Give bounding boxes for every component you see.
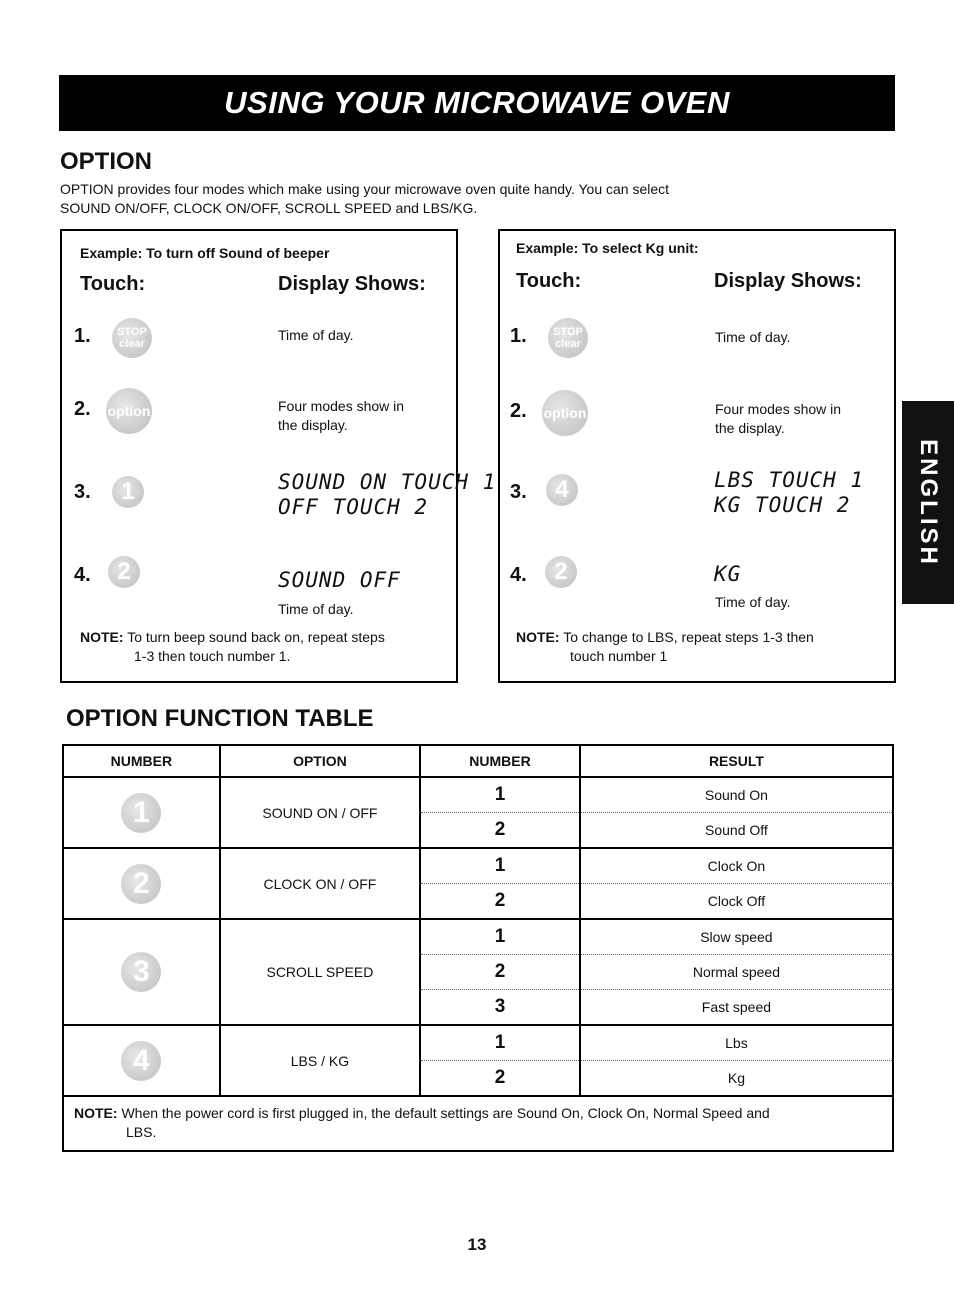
digit-2-key-icon: 2 bbox=[121, 864, 161, 904]
number-cell: 1 bbox=[420, 777, 580, 813]
digit-4-key-icon: 4 bbox=[546, 474, 578, 506]
number-cell: 1 bbox=[420, 848, 580, 884]
readout-line: KG TOUCH 2 bbox=[714, 493, 851, 517]
readout-line: OFF TOUCH 2 bbox=[278, 495, 429, 519]
note-line: To turn beep sound back on, repeat steps bbox=[127, 629, 385, 645]
example-box-sound bbox=[60, 229, 458, 683]
note-kg bbox=[516, 628, 814, 666]
option-key-icon: option bbox=[106, 388, 152, 434]
column-header: NUMBER bbox=[63, 745, 220, 777]
note-line: touch number 1 bbox=[570, 648, 668, 664]
result-cell: Sound On bbox=[580, 777, 893, 813]
result-cell: Clock On bbox=[580, 848, 893, 884]
digit-1-key-icon: 1 bbox=[112, 476, 144, 508]
step-number: 1. bbox=[74, 325, 91, 347]
table-note bbox=[62, 1096, 894, 1152]
touch-header: Touch: bbox=[80, 273, 146, 295]
display-readout: KG bbox=[714, 562, 742, 586]
page-number: 13 bbox=[467, 1235, 487, 1254]
example-title: Example: To turn off Sound of beeper bbox=[80, 245, 330, 261]
display-text bbox=[715, 400, 841, 438]
language-side-tab bbox=[902, 401, 954, 604]
intro-text bbox=[60, 180, 840, 218]
option-cell: LBS / KG bbox=[220, 1025, 421, 1096]
option-function-table bbox=[62, 744, 894, 1097]
step-number: 3. bbox=[510, 481, 527, 503]
digit-4-key-icon: 4 bbox=[121, 1041, 161, 1081]
step-number: 4. bbox=[510, 564, 527, 586]
result-cell: Clock Off bbox=[580, 884, 893, 920]
note-line: LBS. bbox=[126, 1124, 157, 1140]
display-line: the display. bbox=[278, 417, 348, 433]
column-header: NUMBER bbox=[420, 745, 580, 777]
digit-3-key-icon: 3 bbox=[121, 952, 161, 992]
display-text: Time of day. bbox=[715, 594, 791, 610]
number-cell: 2 bbox=[420, 813, 580, 849]
display-readout: SOUND OFF bbox=[278, 568, 401, 592]
option-key-icon: option bbox=[542, 390, 588, 436]
column-header: OPTION bbox=[220, 745, 421, 777]
table-row bbox=[63, 919, 893, 955]
number-cell: 3 bbox=[420, 990, 580, 1026]
example-title: Example: To select Kg unit: bbox=[516, 240, 699, 256]
option-heading: OPTION bbox=[60, 148, 153, 175]
intro-line-2: SOUND ON/OFF, CLOCK ON/OFF, SCROLL SPEED and LBS/KG. bbox=[60, 200, 478, 216]
display-header: Display Shows: bbox=[714, 270, 862, 292]
readout-line: LBS TOUCH 1 bbox=[714, 468, 865, 492]
display-text: Time of day. bbox=[715, 329, 791, 345]
table-header-row bbox=[63, 745, 893, 777]
display-text: Time of day. bbox=[278, 601, 354, 617]
table-row bbox=[63, 848, 893, 884]
note-label: NOTE: bbox=[80, 629, 124, 645]
display-readout bbox=[714, 468, 864, 518]
number-cell: 2 bbox=[420, 1061, 580, 1097]
key-cell bbox=[63, 1025, 220, 1096]
result-cell: Slow speed bbox=[580, 919, 893, 955]
display-readout bbox=[278, 470, 496, 520]
step-number: 3. bbox=[74, 481, 91, 503]
stop-clear-key-icon: STOP clear bbox=[112, 318, 152, 358]
example-box-kg bbox=[498, 229, 896, 683]
step-number: 4. bbox=[74, 564, 91, 586]
side-tab-label: ENGLISH bbox=[915, 439, 942, 567]
step-number: 1. bbox=[510, 325, 527, 347]
number-cell: 1 bbox=[420, 919, 580, 955]
note-label: NOTE: bbox=[74, 1105, 118, 1121]
touch-header: Touch: bbox=[516, 270, 582, 292]
readout-line: SOUND ON TOUCH 1 bbox=[278, 470, 497, 494]
display-line: Four modes show in bbox=[278, 398, 405, 414]
note-line: 1-3 then touch number 1. bbox=[134, 648, 291, 664]
note-sound bbox=[80, 628, 385, 666]
number-cell: 2 bbox=[420, 955, 580, 990]
number-cell: 1 bbox=[420, 1025, 580, 1061]
note-label: NOTE: bbox=[516, 629, 560, 645]
number-cell: 2 bbox=[420, 884, 580, 920]
column-header: RESULT bbox=[580, 745, 893, 777]
step-number: 2. bbox=[510, 400, 527, 422]
result-cell: Normal speed bbox=[580, 955, 893, 990]
result-cell: Fast speed bbox=[580, 990, 893, 1026]
table-row bbox=[63, 1025, 893, 1061]
key-cell bbox=[63, 848, 220, 919]
note-line: To change to LBS, repeat steps 1-3 then bbox=[563, 629, 814, 645]
display-header: Display Shows: bbox=[278, 273, 426, 295]
display-line: the display. bbox=[715, 420, 785, 436]
banner-title: USING YOUR MICROWAVE OVEN bbox=[224, 85, 730, 120]
digit-2-key-icon: 2 bbox=[545, 556, 577, 588]
key-cell bbox=[63, 777, 220, 848]
step-number: 2. bbox=[74, 398, 91, 420]
option-cell: SCROLL SPEED bbox=[220, 919, 421, 1025]
table-row bbox=[63, 777, 893, 813]
stop-clear-key-icon: STOP clear bbox=[548, 318, 588, 358]
option-cell: SOUND ON / OFF bbox=[220, 777, 421, 848]
result-cell: Sound Off bbox=[580, 813, 893, 849]
display-text: Time of day. bbox=[278, 327, 354, 343]
result-cell: Lbs bbox=[580, 1025, 893, 1061]
intro-line-1: OPTION provides four modes which make using your microwave oven quite handy. You can select bbox=[60, 181, 670, 197]
result-cell: Kg bbox=[580, 1061, 893, 1097]
display-line: Four modes show in bbox=[715, 401, 842, 417]
page-banner bbox=[59, 75, 895, 131]
table-heading: OPTION FUNCTION TABLE bbox=[66, 705, 374, 732]
note-line: When the power cord is first plugged in, the default settings are Sound On, Clock On, Normal Speed and bbox=[121, 1105, 770, 1121]
display-text bbox=[278, 397, 404, 435]
digit-2-key-icon: 2 bbox=[108, 556, 140, 588]
digit-1-key-icon: 1 bbox=[121, 793, 161, 833]
option-cell: CLOCK ON / OFF bbox=[220, 848, 421, 919]
key-cell bbox=[63, 919, 220, 1025]
